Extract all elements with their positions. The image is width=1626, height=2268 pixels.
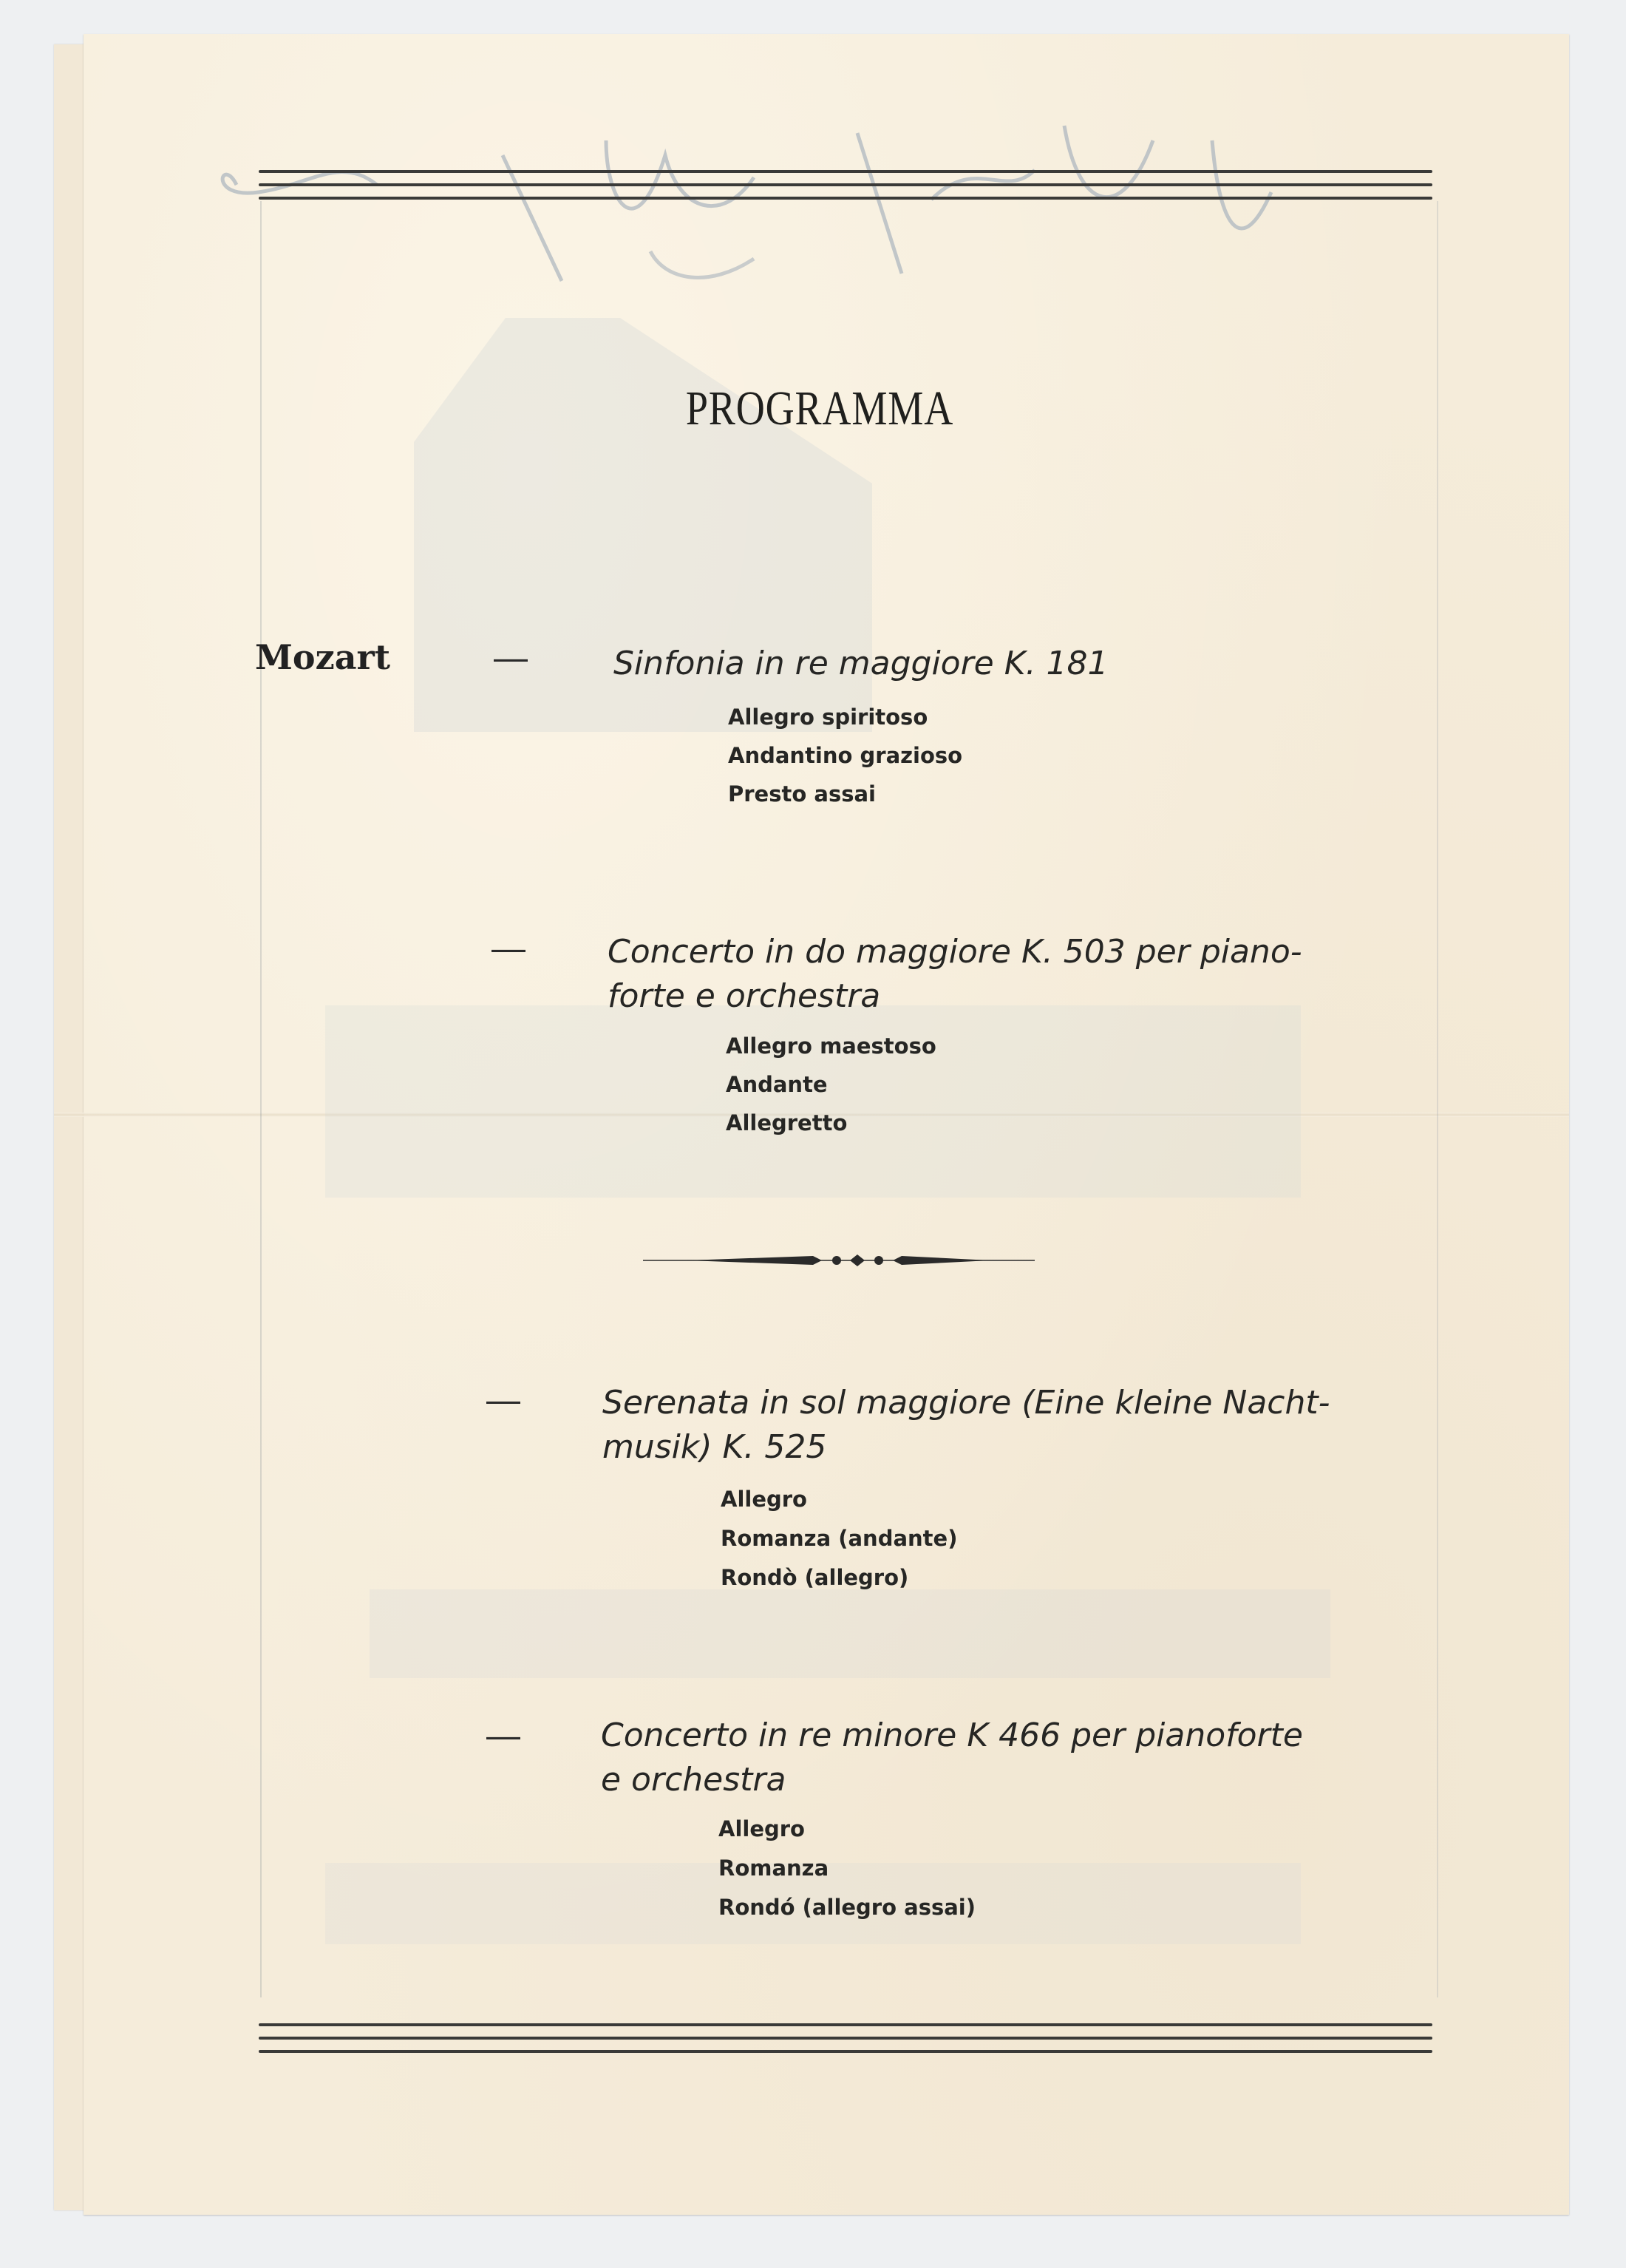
em-dash: — [486, 1380, 520, 1419]
em-dash: — [486, 1716, 520, 1754]
work-title-line: musik) K. 525 [602, 1428, 827, 1466]
work-title-line: Sinfonia in re maggiore K. 181 [613, 645, 1109, 682]
ornament-divider [643, 1249, 1035, 1271]
movement: Andantino grazioso [728, 743, 963, 768]
movement: Allegro maestoso [726, 1033, 936, 1059]
movement: Allegro spiritoso [728, 704, 928, 730]
top-rule-2 [259, 183, 1432, 186]
movement: Andante [726, 1072, 828, 1097]
top-rule-1 [259, 170, 1432, 173]
em-dash: — [494, 638, 528, 676]
bottom-rule-2 [259, 2037, 1432, 2040]
work-title-line: Serenata in sol maggiore (Eine kleine Nacht- [602, 1384, 1330, 1422]
signature-scribble [192, 111, 1338, 303]
work-title-line: e orchestra [601, 1761, 786, 1799]
composer-name: Mozart [255, 637, 391, 677]
page-title: PROGRAMMA [685, 381, 954, 435]
movement: Allegro [718, 1816, 805, 1841]
work-title-line: Concerto in re minore K 466 per pianoforte [601, 1717, 1303, 1754]
show-through-block [370, 1589, 1330, 1678]
movement: Romanza (andante) [721, 1526, 958, 1551]
em-dash: — [491, 928, 525, 967]
movement: Presto assai [728, 781, 876, 807]
movement: Romanza [718, 1856, 829, 1881]
movement: Rondò (allegro) [721, 1565, 909, 1590]
bottom-rule-3 [259, 2050, 1432, 2053]
bottom-rule-1 [259, 2023, 1432, 2026]
work-title-line: Concerto in do maggiore K. 503 per piano- [608, 933, 1302, 971]
work-title-line: forte e orchestra [608, 977, 881, 1015]
top-rule-3 [259, 197, 1432, 200]
movement: Allegretto [726, 1110, 848, 1135]
movement: Rondó (allegro assai) [718, 1895, 976, 1920]
movement: Allegro [721, 1487, 807, 1512]
